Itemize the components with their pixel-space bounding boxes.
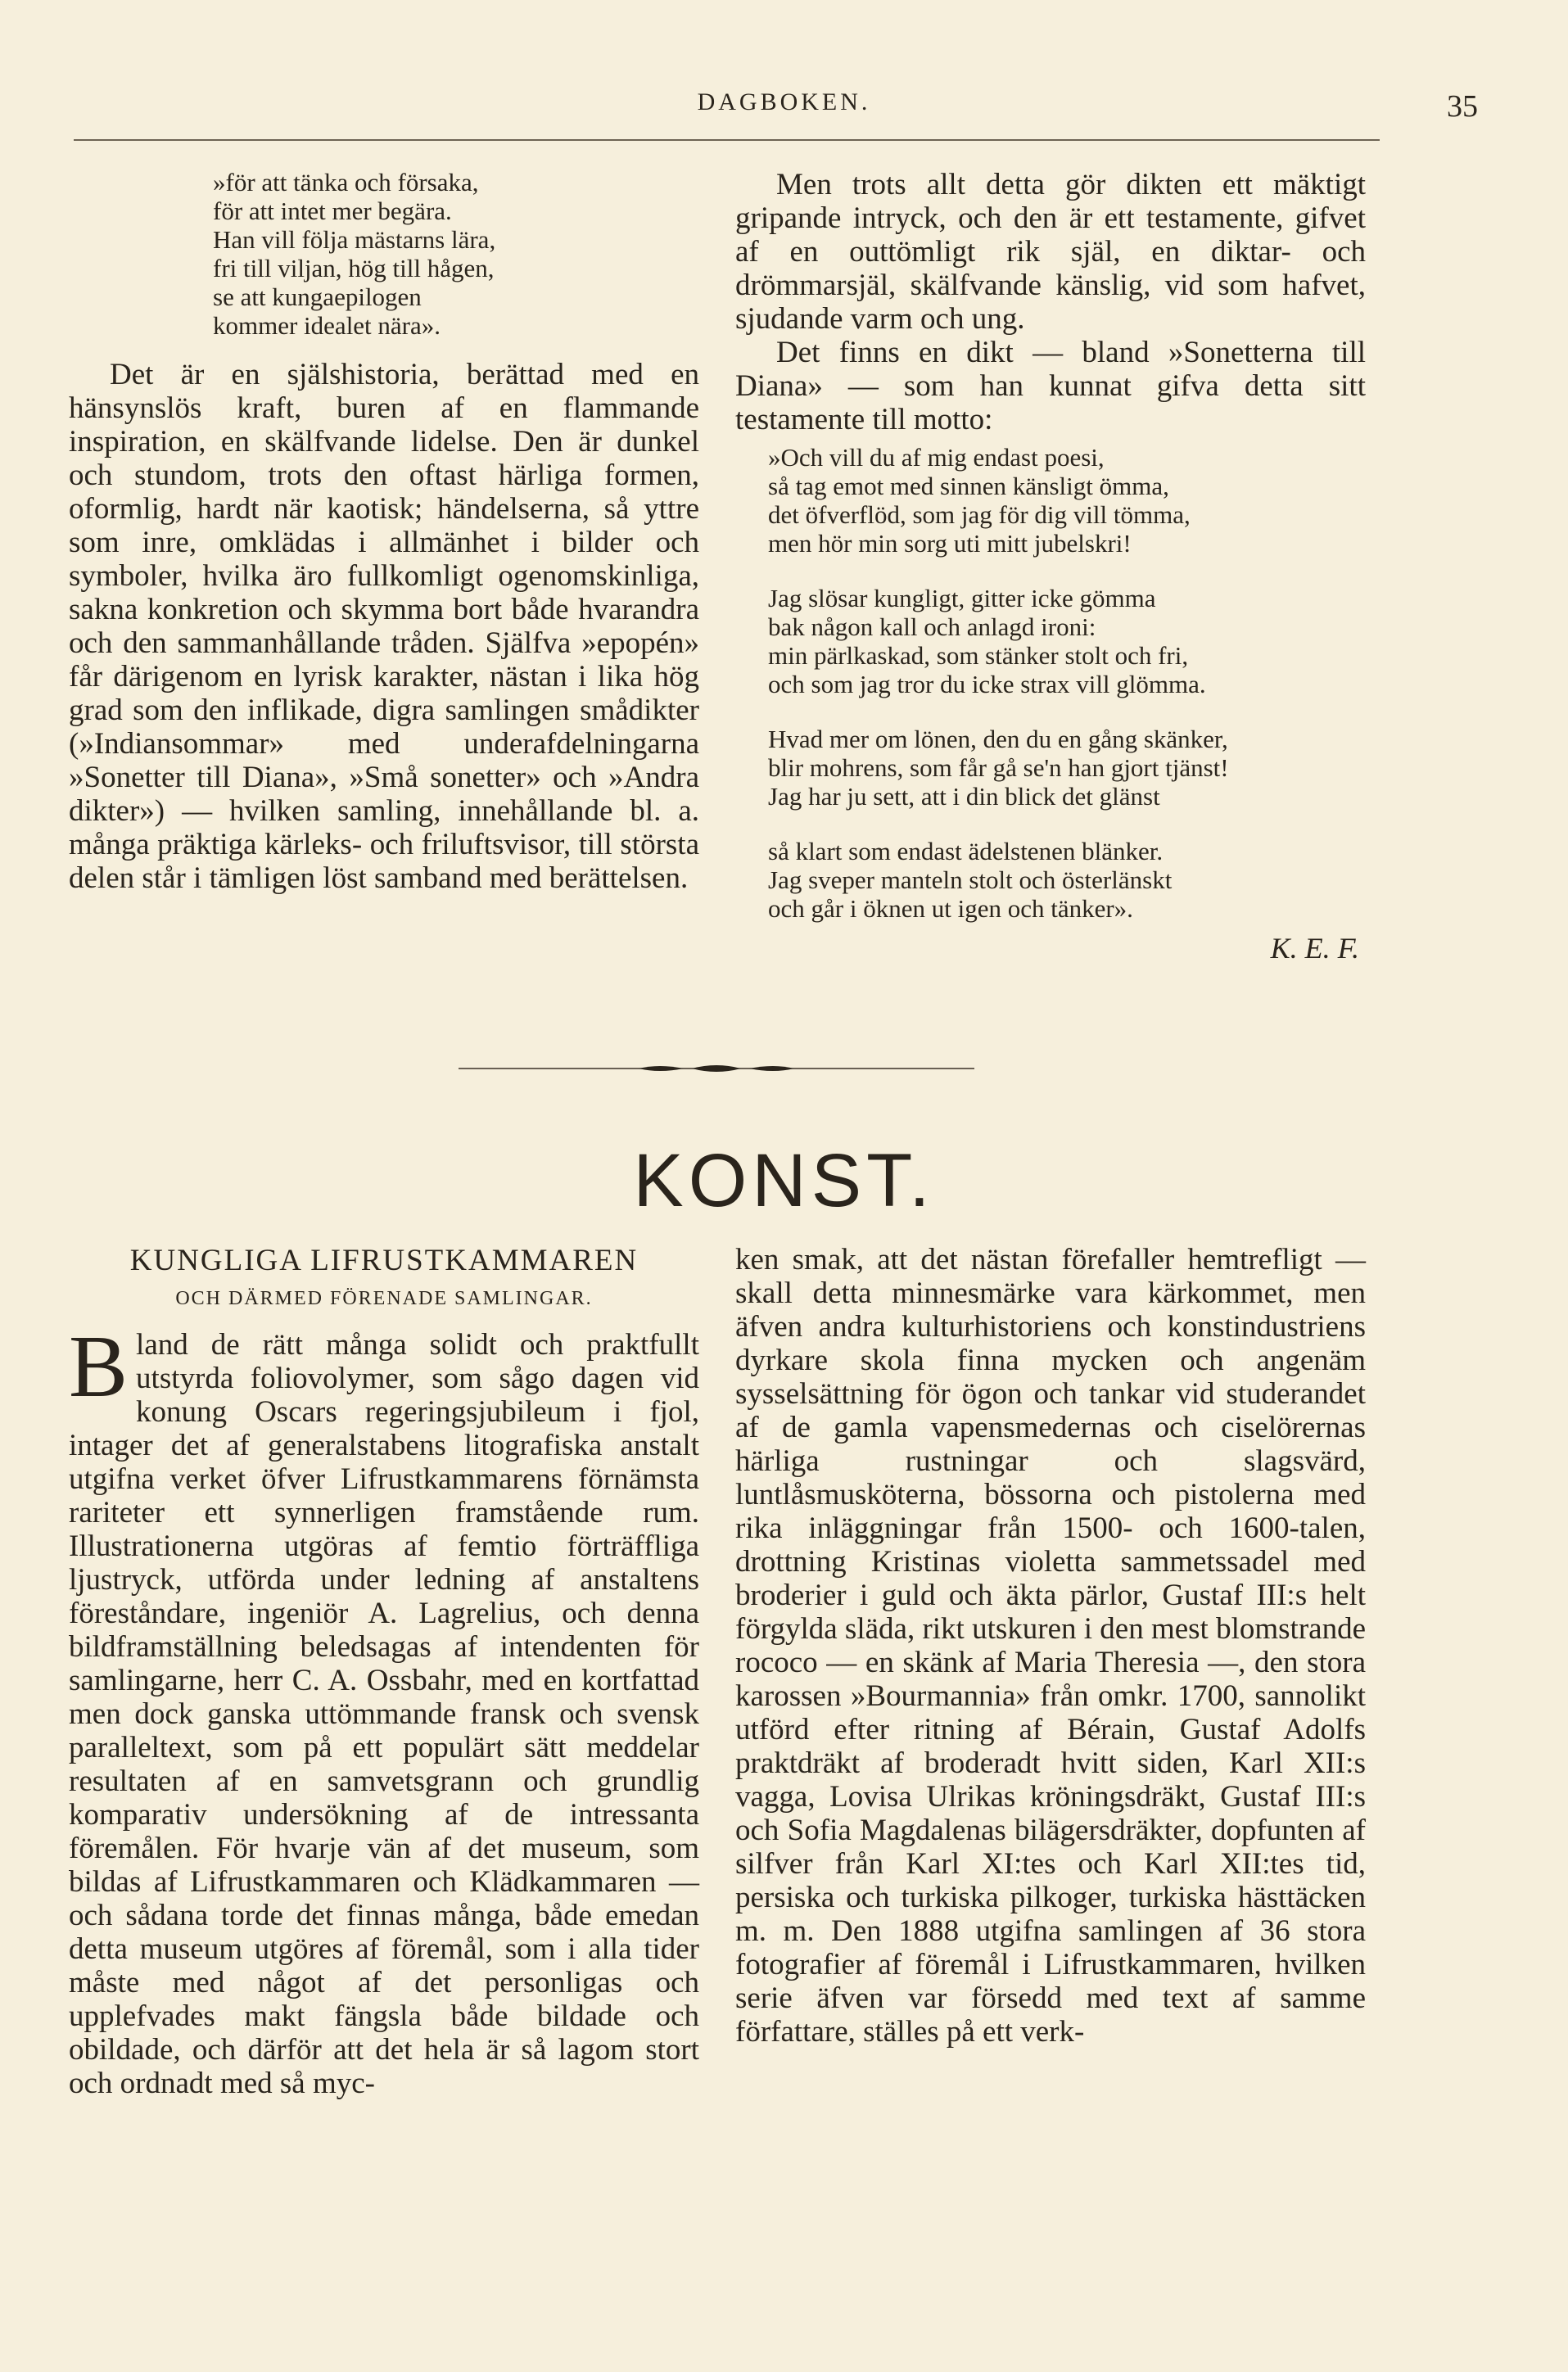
article-right-column bbox=[735, 1243, 1366, 2049]
article-paragraph bbox=[69, 1318, 699, 2100]
review-paragraph: Det är en själshistoria, berättad med en hänsynslös kraft, buren af en flammande inspiration, en skälfvande lidelse. Den är dunkel och stundom, trots den oftast härliga formen, oformlig, hardt när kaotisk; händelserna, så yttre som inre, omklädas i allmänhet i bilder och symboler, hvilka äro fullkomligt ogenomskinliga, sakna konkretion och skymma bort både hvarandra och den sammanhållande tråden. Själfva »epopén» får därigenom en lyrisk karakter, nästan i lika hög grad som den inflikade, digra samlingen smådikter (»Indiansommar» med underafdelningarna »Sonetter till Diana», »Små sonetter» och »Andra dikter») — hvilken samling, innehållande bl. a. många präktiga kärleks- och friluftsvisor, till största delen står i tämligen löst samband med berättelsen. bbox=[69, 358, 699, 895]
verse-line: »Och vill du af mig endast poesi, bbox=[768, 443, 1105, 472]
article-title: KUNGLIGA LIFRUSTKAMMAREN bbox=[129, 1244, 639, 1277]
verse-line: Han vill följa mästarns lära, bbox=[213, 225, 496, 254]
review-paragraph: Det finns en dikt — bland »Sonetterna till Diana» — som han kunnat gifva detta sitt testamente till motto: bbox=[735, 336, 1366, 436]
verse-line: det öfverflöd, som jag för dig vill tömma, bbox=[768, 500, 1191, 529]
review-paragraph: Men trots allt detta gör dikten ett mäktigt gripande intryck, och den är ett testamente, gifvet af en outtömligt rik själ, en diktar- och drömmarsjäl, skälfvande känslig, vid som hafvet, sjudande varm och ung. bbox=[735, 168, 1366, 336]
sonnet bbox=[735, 443, 1366, 923]
sonnet-stanza bbox=[768, 443, 1366, 558]
ornament-divider bbox=[459, 1062, 974, 1075]
page-number: 35 bbox=[1447, 89, 1478, 124]
verse-line: fri till viljan, hög till hågen, bbox=[213, 254, 495, 282]
section-title: KONST. bbox=[633, 1139, 935, 1222]
article-paragraph: ken smak, att det nästan förefaller hemtrefligt — skall detta minnesmärke vara kärkommet, men äfven andra kulturhistoriens och konstindustriens dyrkare skola finna mycken och angenäm sysselsättning för ögon och tankar vid studerandet af de gamla vapensmedernas och ciselörernas härliga rustningar och slagsvärd, luntlåsmusköterna, bössorna och pistolerna med rika inläggningar från 1500- och 1600-talen, drottning Kristinas violetta sammetssadel med broderier i guld och äkta pärlor, Gustaf III:s helt förgylda släda, rikt utskuren i den mest blomstrande rococo — en skänk af Maria Theresia —, den stora karossen »Bourmannia» från omkr. 1700, sannolikt utförd efter ritning af Bérain, Gustaf Adolfs praktdräkt af broderadt hvitt siden, Karl XII:s vagga, Lovisa Ulrikas kröningsdräkt, Gustaf III:s och Sofia Magdalenas bilägersdräkter, dopfunten af silfver från Karl XI:tes och Karl XII:tes tid, persiska och turkiska pilkoger, turkiska hästtäcken m. m. Den 1888 utgifna samlingen af 36 stora fotografier af föremål i Lifrustkammaren, hvilken serie äfven var försedd med text af samme författare, ställes på ett verk- bbox=[735, 1243, 1366, 2049]
verse-line: så klart som endast ädelstenen blänker. bbox=[768, 837, 1164, 865]
drop-cap: B bbox=[69, 1318, 129, 1416]
header-rule bbox=[74, 139, 1380, 141]
verse-line: och som jag tror du icke strax vill glömma. bbox=[768, 670, 1206, 698]
verse-line: och går i öknen ut igen och tänker». bbox=[768, 894, 1133, 923]
running-head: DAGBOKEN. bbox=[697, 88, 871, 115]
verse-line: bak någon kall och anlagd ironi: bbox=[768, 612, 1096, 641]
verse-line: blir mohrens, som får gå se'n han gjort tjänst! bbox=[768, 753, 1229, 782]
verse-line: kommer idealet nära». bbox=[213, 311, 441, 340]
verse-line: Jag slösar kungligt, gitter icke gömma bbox=[768, 584, 1156, 612]
left-column bbox=[69, 168, 699, 895]
verse-line: så tag emot med sinnen känsligt ömma, bbox=[768, 472, 1169, 500]
verse-line: Hvad mer om lönen, den du en gång skänker, bbox=[768, 725, 1228, 753]
verse-line: min pärlkaskad, som stänker stolt och fri, bbox=[768, 641, 1189, 670]
page-header bbox=[74, 88, 1494, 129]
verse-line: för att intet mer begära. bbox=[213, 197, 452, 225]
verse-line: men hör min sorg uti mitt jubelskri! bbox=[768, 529, 1132, 558]
sonnet-stanza bbox=[768, 584, 1366, 698]
right-column bbox=[735, 168, 1366, 965]
sonnet-stanza bbox=[768, 837, 1366, 923]
verse-quote bbox=[69, 168, 699, 340]
verse-line: Jag har ju sett, att i din blick det glänst bbox=[768, 782, 1160, 811]
verse-line: se att kungaepilogen bbox=[213, 282, 422, 311]
article-subtitle: OCH DÄRMED FÖRENADE SAMLINGAR. bbox=[175, 1288, 593, 1309]
article-text: land de rätt många solidt och praktfullt utstyrda foliovolymer, som sågo dagen vid konung Oscars regeringsjubileum i fjol, intager det af generalstabens litografiska anstalt utgifna verket öfver Lifrustkammarens förnämsta rariteter ett synnerligen framstående rum. Illustrationerna utgöras af femtio förträffliga ljustryck, utförda under ledning af anstaltens föreståndare, ingeniör A. Lagrelius, och denna bildframställning beledsagas af intendenten för samlingarne, herr C. A. Ossbahr, med en kortfattad men dock ganska uttömmande fransk och svensk paralleltext, som på ett populärt sätt meddelar resultaten af en samvetsgrann och grundlig komparativ undersökning af de intressanta föremålen. För hvarje vän af det museum, som bildas af Lifrustkammaren och Klädkammaren — och sådana torde det finnas många, både emedan detta museum utgöres af föremål, som i alla tider måste med något af det personligas och upplefvades makt fängsla både bildade och obildade, och därför att det hela är så lagom stort och ordnadt med så myc- bbox=[69, 1328, 699, 2100]
sonnet-stanza bbox=[768, 725, 1366, 811]
verse-line: Jag sveper manteln stolt och österlänskt bbox=[768, 865, 1173, 894]
verse-line: »för att tänka och försaka, bbox=[213, 168, 479, 197]
article-left-column bbox=[69, 1243, 699, 2100]
author-signature: K. E. F. bbox=[1270, 932, 1359, 965]
